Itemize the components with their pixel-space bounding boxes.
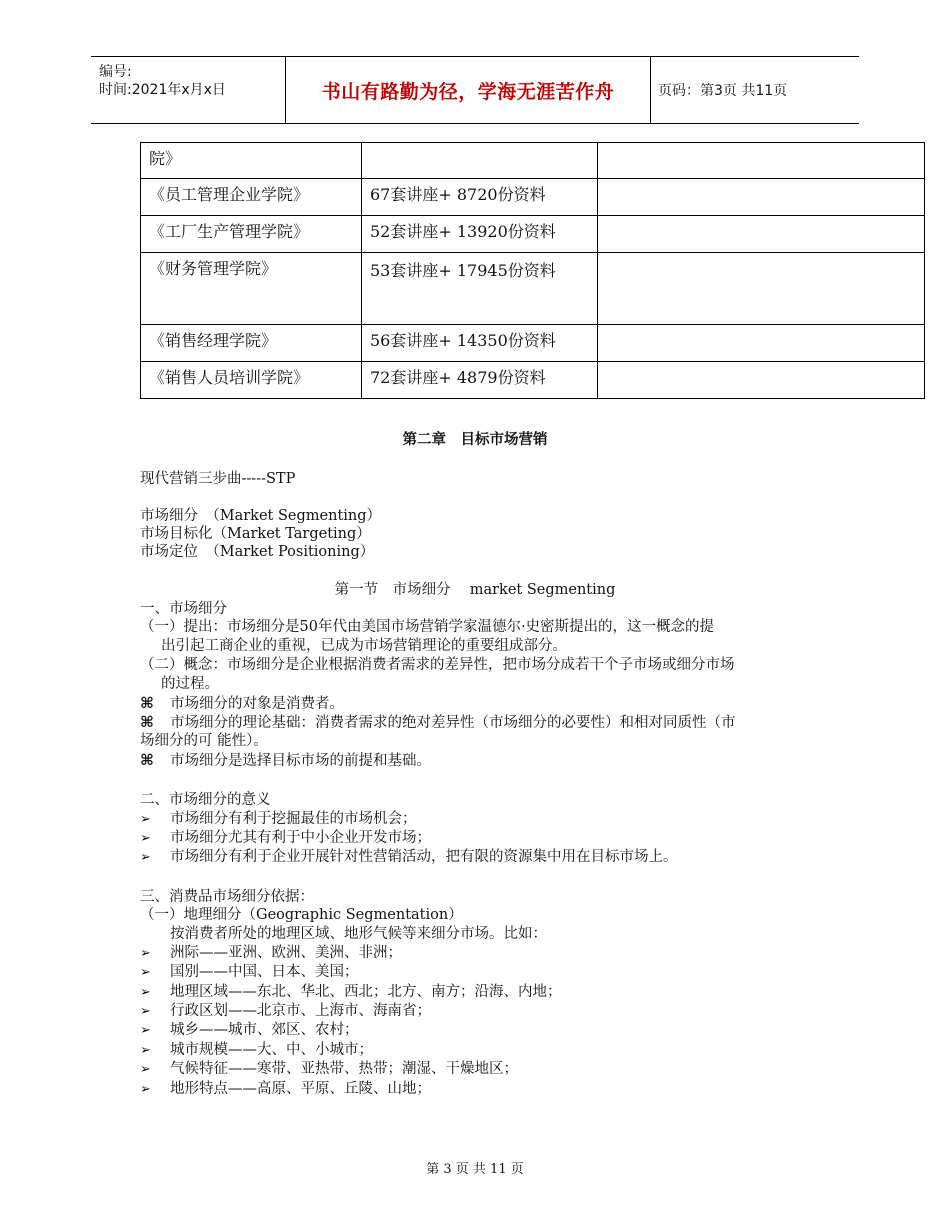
arrow-bullet-icon: ➢ <box>140 985 151 1000</box>
table-row <box>141 253 925 325</box>
arrow-bullet-icon: ➢ <box>140 831 151 846</box>
list-item-text: 地理区域——东北、华北、西北；北方、南方；沿海、内地； <box>170 984 562 1000</box>
list-item <box>140 983 562 1002</box>
stp-item: 市场细分 （Market Segmenting） <box>140 508 382 524</box>
table-cell-text: 53套讲座+ 17945份资料 <box>370 261 556 280</box>
subheading: （一）地理细分（Geographic Segmentation） <box>140 907 463 923</box>
time-label: 时间:2021年x月x日 <box>99 82 226 98</box>
stp-intro: 现代营销三步曲-----STP <box>140 471 296 487</box>
list-item <box>140 694 344 713</box>
paragraph-line: 按消费者所处的地理区域、地形气候等来细分市场。比如： <box>170 926 547 942</box>
star-bullet-icon: ⌘ <box>140 751 154 769</box>
arrow-bullet-icon: ➢ <box>140 850 151 865</box>
table-cell: 《工厂生产管理学院》 <box>141 216 362 253</box>
list-item-text: 市场细分的理论基础：消费者需求的绝对差异性（市场细分的必要性）和相对同质性（市 <box>170 715 736 731</box>
list-item <box>140 829 431 848</box>
list-item-text: 行政区划——北京市、上海市、海南省； <box>170 1003 431 1019</box>
table-cell <box>598 216 925 253</box>
list-item-text: 市场细分是选择目标市场的前提和基础。 <box>170 753 431 769</box>
arrow-bullet-icon: ➢ <box>140 1082 151 1097</box>
page-footer: 第 3 页 共 11 页 <box>426 1162 524 1177</box>
arrow-bullet-icon: ➢ <box>140 1043 151 1058</box>
table-cell <box>598 179 925 216</box>
page-label: 页码：第3页 共11页 <box>658 83 788 99</box>
table-cell: 《销售人员培训学院》 <box>141 362 362 399</box>
list-item <box>140 1080 431 1099</box>
list-item <box>140 1060 518 1079</box>
star-bullet-icon: ⌘ <box>140 694 154 712</box>
section-title: 第一节 市场细分 market Segmenting <box>334 582 616 598</box>
header-page-cell <box>650 57 859 123</box>
list-item-text: 国别——中国、日本、美国； <box>170 964 359 980</box>
table-cell: 院》 <box>141 143 362 179</box>
table-row <box>141 325 925 362</box>
table-cell <box>598 325 925 362</box>
list-item-text: 城市规模——大、中、小城市； <box>170 1042 373 1058</box>
header-motto-cell <box>285 57 651 123</box>
table-cell: 《员工管理企业学院》 <box>141 179 362 216</box>
list-item-text: 市场细分有利于企业开展针对性营销活动，把有限的资源集中用在目标市场上。 <box>170 849 678 865</box>
table-cell <box>362 253 598 325</box>
list-item-text: 市场细分的对象是消费者。 <box>170 696 344 712</box>
paragraph-line: 的过程。 <box>161 676 219 692</box>
arrow-bullet-icon: ➢ <box>140 1023 151 1038</box>
table-cell <box>598 143 925 179</box>
list-item-text: 气候特征——寒带、亚热带、热带；潮湿、干燥地区； <box>170 1061 518 1077</box>
arrow-bullet-icon: ➢ <box>140 812 151 827</box>
table-cell <box>598 362 925 399</box>
table-row <box>141 179 925 216</box>
arrow-bullet-icon: ➢ <box>140 1062 151 1077</box>
stp-item: 市场定位 （Market Positioning） <box>140 544 375 560</box>
paragraph-line: 出引起工商企业的重视，已成为市场营销理论的重要组成部分。 <box>161 638 567 654</box>
arrow-bullet-icon: ➢ <box>140 965 151 980</box>
list-item <box>140 713 736 732</box>
page-header <box>91 56 859 124</box>
header-left-cell <box>91 57 285 123</box>
arrow-bullet-icon: ➢ <box>140 1004 151 1019</box>
table-cell: 《财务管理学院》 <box>141 253 362 325</box>
arrow-bullet-icon: ➢ <box>140 946 151 961</box>
list-item <box>140 1002 431 1021</box>
paragraph-line: （二）概念：市场细分是企业根据消费者需求的差异性，把市场分成若干个子市场或细分市场 <box>140 657 735 673</box>
list-item-text: 地形特点——高原、平原、丘陵、山地； <box>170 1081 431 1097</box>
table-row <box>141 143 925 179</box>
list-item <box>140 963 359 982</box>
table-cell: 《销售经理学院》 <box>141 325 362 362</box>
list-item-text: 城乡——城市、郊区、农村； <box>170 1022 359 1038</box>
heading: 三、消费品市场细分依据： <box>140 889 314 905</box>
number-label: 编号: <box>99 64 132 80</box>
heading: 一、市场细分 <box>140 601 227 617</box>
table-cell <box>362 143 598 179</box>
list-item-text: 洲际——亚洲、欧洲、美洲、非洲； <box>170 945 402 961</box>
stp-item: 市场目标化（Market Targeting） <box>140 526 371 542</box>
table-cell: 52套讲座+ 13920份资料 <box>362 216 598 253</box>
list-item <box>140 1041 373 1060</box>
list-item <box>140 810 417 829</box>
list-item-continuation: 场细分的可 能性）。 <box>140 733 268 749</box>
list-item-text: 市场细分尤其有利于中小企业开发市场； <box>170 830 431 846</box>
list-item <box>140 848 678 867</box>
chapter-title: 第二章 目标市场营销 <box>402 432 548 448</box>
list-item <box>140 1021 359 1040</box>
table-cell: 67套讲座+ 8720份资料 <box>362 179 598 216</box>
paragraph-line: （一）提出：市场细分是50年代由美国市场营销学家温德尔·史密斯提出的，这一概念的提 <box>140 619 715 635</box>
course-table <box>140 142 925 399</box>
list-item-text: 市场细分有利于挖掘最佳的市场机会； <box>170 811 417 827</box>
table-row <box>141 362 925 399</box>
motto: 书山有路勤为径，学海无涯苦作舟 <box>321 80 615 103</box>
table-cell: 72套讲座+ 4879份资料 <box>362 362 598 399</box>
table-cell: 56套讲座+ 14350份资料 <box>362 325 598 362</box>
list-item <box>140 944 402 963</box>
table-row <box>141 216 925 253</box>
list-item <box>140 751 431 770</box>
table-cell <box>598 253 925 325</box>
heading: 二、市场细分的意义 <box>140 792 271 808</box>
star-bullet-icon: ⌘ <box>140 713 154 731</box>
